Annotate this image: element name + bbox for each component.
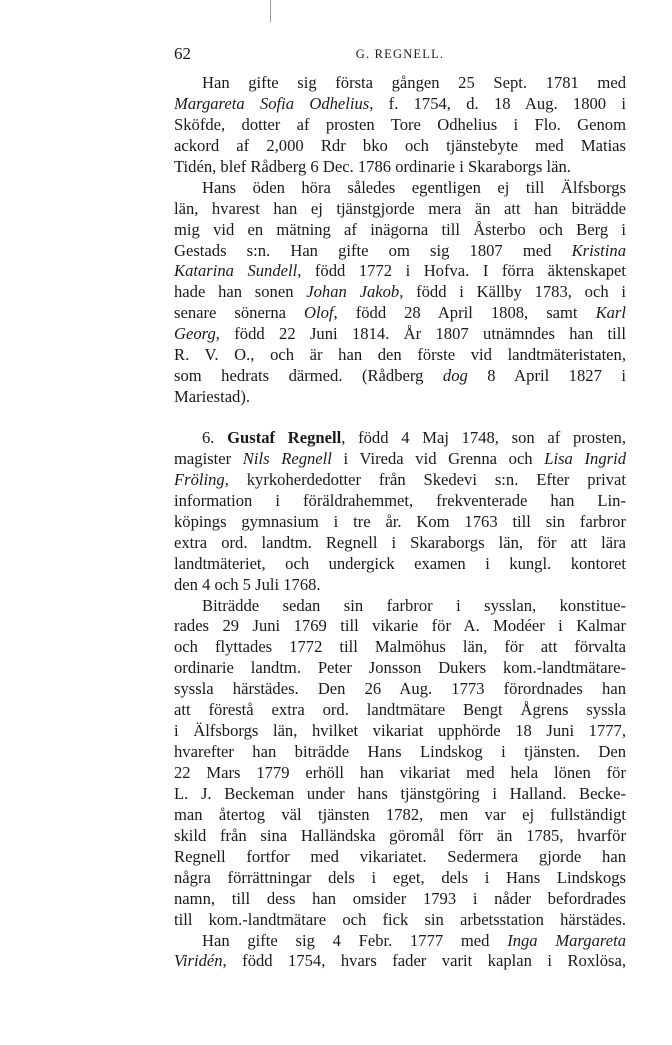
text-line: 22 Mars 1779 erhöll han vikariat med hela lönen för	[174, 763, 626, 782]
text-line: landtmäteriet, och undergick examen i kungl. kontoret	[174, 553, 626, 573]
text-line: Biträdde sedan sin farbror i sysslan, konstitue-	[202, 595, 626, 615]
text-line: Fröling, kyrkoherdedotter från Skedevi s:n. Efter privat	[174, 469, 626, 489]
text-line: Hans öden höra således egentligen ej till Älfsborgs	[202, 177, 626, 197]
text-line: magister Nils Regnell i Vireda vid Grenna och Lisa Ingrid	[174, 448, 626, 468]
text-line: skild från sina Halländska göromål förr än 1785, hvarför	[174, 825, 626, 845]
text-line: Gestads s:n. Han gifte om sig 1807 med Kristina	[174, 240, 626, 260]
text-line: län, hvarest han ej tjänstgjorde mera än att han biträdde	[174, 198, 626, 218]
text-line: till kom.-landtmätare och fick sin arbetsstation härstädes.	[174, 909, 626, 929]
text-line: Georg, född 22 Juni 1814. År 1807 utnämndes han till	[174, 324, 626, 344]
text-line: Sköfde, dotter af prosten Tore Odhelius i Flo. Genom	[174, 114, 626, 134]
page-header	[174, 44, 626, 68]
text-line: några förrättningar dels i eget, dels i Hans Lindskogs	[174, 867, 626, 887]
text-line: Tidén, blef Rådberg 6 Dec. 1786 ordinarie i Skaraborgs län.	[174, 156, 571, 176]
text-line: och flyttades 1772 till Malmöhus län, för att förvalta	[174, 637, 626, 657]
top-rule	[270, 0, 271, 22]
text-line: syssla härstädes. Den 26 Aug. 1773 förordnades han	[174, 679, 626, 699]
body-text	[174, 73, 626, 972]
text-line: Viridén, född 1754, hvars fader varit kaplan i Roxlösa,	[174, 951, 626, 971]
text-line: namn, till dess han omsider 1793 i nåder befordrades	[174, 888, 626, 908]
text-line: rades 29 Juni 1769 till vikarie för A. Modéer i Kalmar	[174, 616, 626, 636]
text-line: ordinarie landtm. Peter Jonsson Dukers kom.-landtmätare-	[174, 658, 626, 678]
text-line: mig vid en mätning af inägorna till Åsterbo och Berg i	[174, 219, 626, 239]
text-line: ackord af 2,000 Rdr bko och tjänstebyte med Matias	[174, 135, 626, 155]
text-line: i Älfsborgs län, hvilket vikariat upphörde 18 Juni 1777,	[174, 721, 626, 741]
running-head: G. REGNELL.	[355, 47, 445, 61]
text-line: Han gifte sig första gången 25 Sept. 1781 med	[202, 73, 626, 92]
text-line: Mariestad).	[174, 387, 251, 407]
text-line: hvarefter han biträdde Hans Lindskog i tjänsten. Den	[174, 742, 626, 762]
text-line: L. J. Beckeman under hans tjänstgöring i Halland. Becke-	[174, 783, 626, 803]
text-line: Regnell fortfor med vikariatet. Sedermera gjorde han	[174, 846, 626, 866]
text-line: hade han sonen Johan Jakob, född i Källby 1783, och i	[174, 282, 626, 302]
text-line: den 4 och 5 Juli 1768.	[174, 574, 321, 594]
text-line: senare sönerna Olof, född 28 April 1808, samt Karl	[174, 303, 626, 323]
text-line: som hedrats därmed. (Rådberg dog 8 April 1827 i	[174, 366, 626, 386]
text-line: man återtog väl tjänsten 1782, men var ej fullständigt	[174, 804, 626, 824]
text-line: Han gifte sig 4 Febr. 1777 med Inga Margareta	[202, 930, 626, 950]
text-line: Margareta Sofia Odhelius, f. 1754, d. 18 Aug. 1800 i	[174, 93, 626, 113]
page-number: 62	[174, 44, 191, 63]
section-gap	[174, 408, 626, 428]
text-line: extra ord. landtm. Regnell i Skaraborgs län, för att lära	[174, 532, 626, 552]
text-line: köpings gymnasium i tre år. Kom 1763 till sin farbror	[174, 511, 626, 531]
text-line: Katarina Sundell, född 1772 i Hofva. I förra äktenskapet	[174, 261, 626, 281]
text-line: information i föräldrahemmet, frekventerade han Lin-	[174, 490, 626, 510]
text-line: att förestå extra ord. landtmätare Bengt Ågrens syssla	[174, 700, 626, 720]
text-line: R. V. O., och är han den förste vid landtmäteristaten,	[174, 345, 626, 365]
section-heading-line: 6. Gustaf Regnell, född 4 Maj 1748, son af prosten,	[202, 428, 626, 447]
